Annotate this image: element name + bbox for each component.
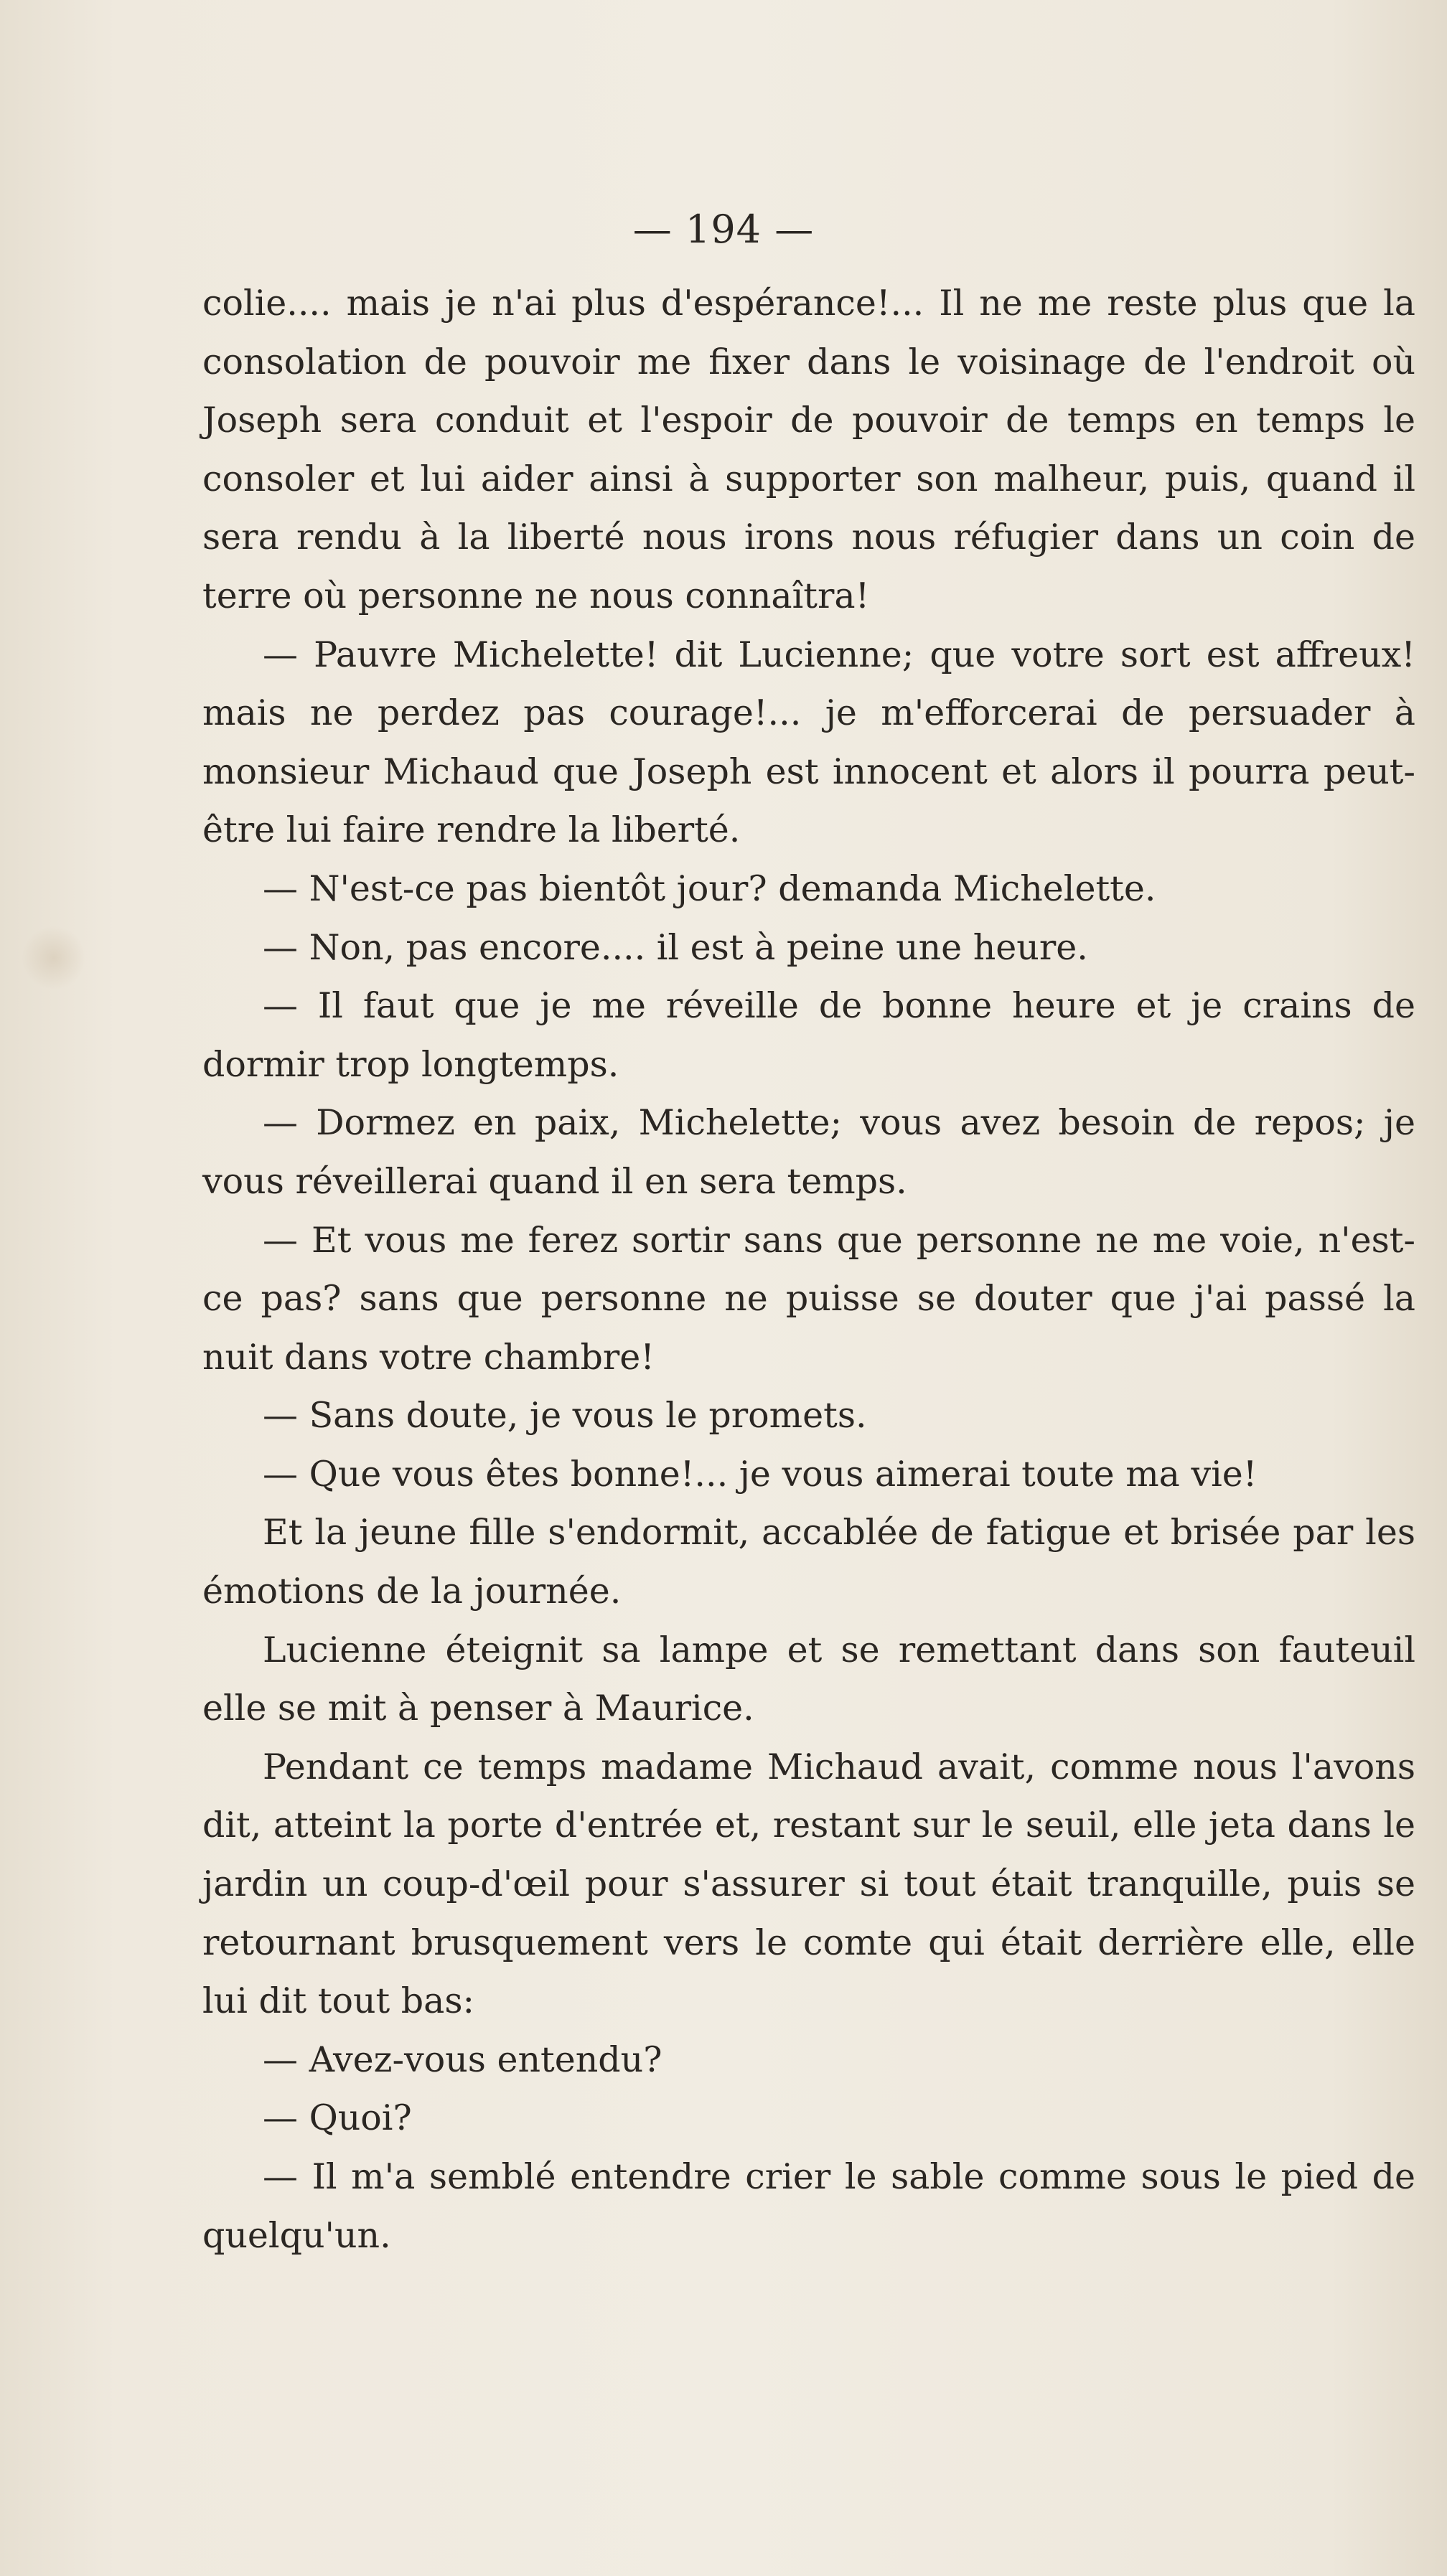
paper-stain [22, 926, 86, 990]
paragraph-15: — Il m'a semblé entendre crier le sable comme sous le pied de quelqu'un. [202, 2156, 1415, 2256]
paragraph-8: — Sans doute, je vous le promets. [263, 1395, 867, 1437]
paragraph-13: — Avez-vous entendu? [263, 2039, 662, 2080]
body-text [202, 274, 1415, 2265]
paragraph-6: — Dormez en paix, Michelette; vous avez besoin de repos; je vous réveillerai quand il en sera temps. [202, 1102, 1415, 1202]
paragraph-11: Lucienne éteignit sa lampe et se remettant dans son fauteuil elle se mit à penser à Maurice. [202, 1629, 1415, 1729]
paragraph-10: Et la jeune fille s'endormit, accablée de fatigue et brisée par les émotions de la journée. [202, 1512, 1415, 1612]
paragraph-14: — Quoi? [263, 2097, 412, 2139]
paragraph-1: colie.... mais je n'ai plus d'espérance!... Il ne me reste plus que la consolation de pouvoir me fixer dans le voisinage de l'endroit où Joseph sera conduit et l'espoir de pouvoir de temps en temps le consoler et lui aider ainsi à supporter son malheur, puis, quand il sera rendu à la liberté nous irons nous réfugier dans un coin de terre où personne ne nous connaîtra! [202, 283, 1415, 616]
paragraph-2: — Pauvre Michelette! dit Lucienne; que votre sort est affreux! mais ne perdez pas courage!... je m'efforcerai de persuader à monsieur Michaud que Joseph est innocent et alors il pourra peut-être lui faire rendre la liberté. [202, 634, 1415, 851]
paragraph-9: — Que vous êtes bonne!... je vous aimerai toute ma vie! [263, 1453, 1258, 1495]
paragraph-3: — N'est-ce pas bientôt jour? demanda Michelette. [263, 868, 1156, 909]
paragraph-12: Pendant ce temps madame Michaud avait, comme nous l'avons dit, atteint la porte d'entrée et, restant sur le seuil, elle jeta dans le jardin un coup-d'œil pour s'assurer si tout était tranquille, puis se retournant brusquement vers le comte qui était derrière elle, elle lui dit tout bas: [202, 1746, 1415, 2022]
page-number: — 194 — [632, 207, 815, 252]
paragraph-5: — Il faut que je me réveille de bonne heure et je crains de dormir trop longtemps. [202, 985, 1415, 1085]
paragraph-7: — Et vous me ferez sortir sans que personne ne me voie, n'est-ce pas? sans que personne ne puisse se douter que j'ai passé la nuit dans votre chambre! [202, 1219, 1415, 1378]
paragraph-4: — Non, pas encore.... il est à peine une heure. [263, 926, 1088, 968]
